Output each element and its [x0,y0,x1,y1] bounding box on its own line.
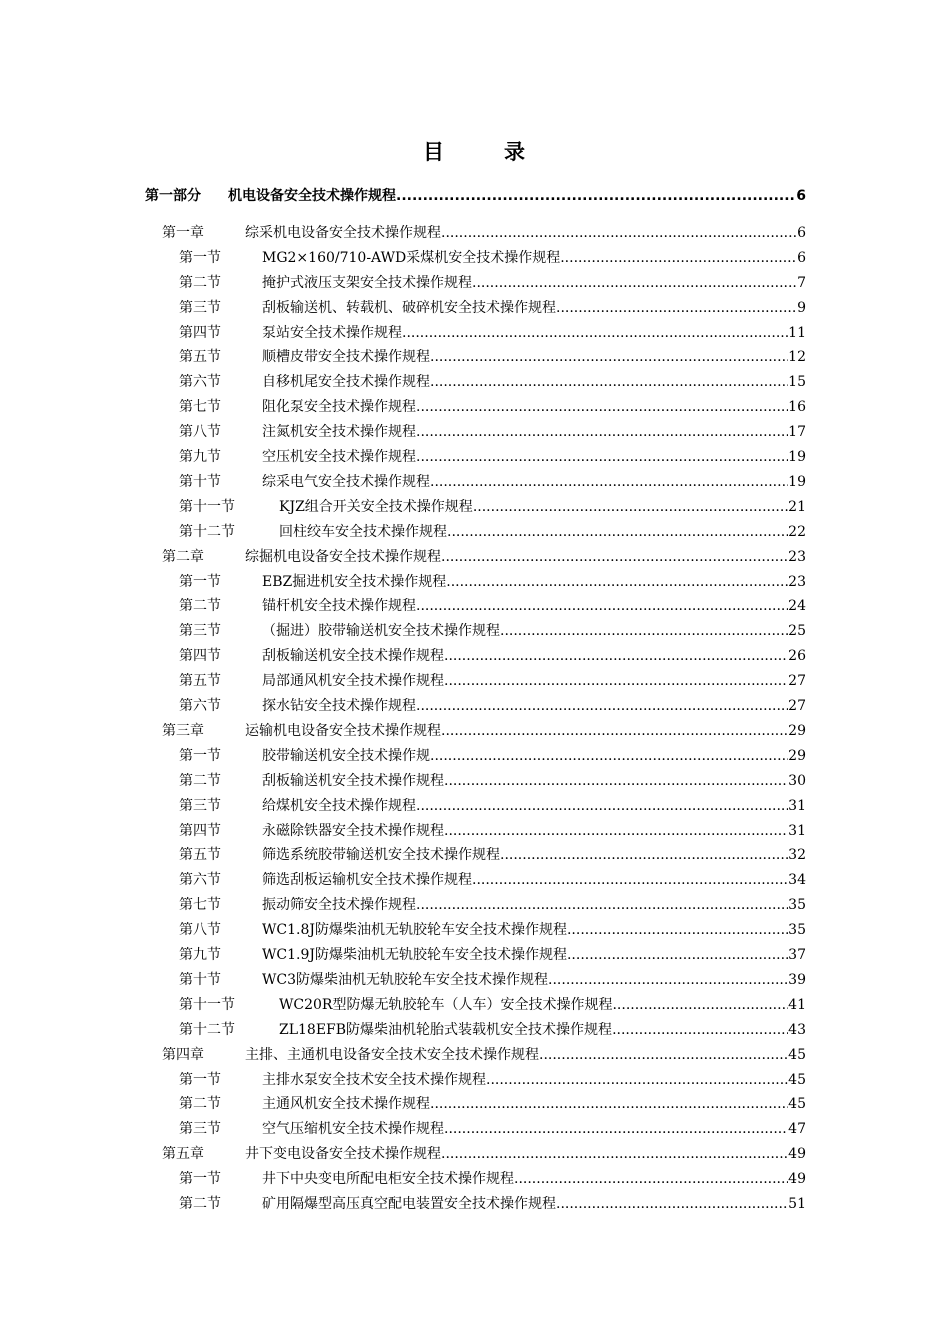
toc-entry-title: 主通风机安全技术操作规程 [262,1096,430,1113]
toc-entry-number: 第三节 [179,623,221,640]
toc-section-row[interactable] [0,1193,950,1215]
dot-leader [396,185,796,207]
toc-entry-number: 第二节 [179,598,221,615]
toc-entry-number: 第一节 [179,1071,221,1088]
toc-entry-page: 15 [788,374,806,391]
toc-section-row[interactable] [0,820,950,842]
toc-entry-number: 第六节 [179,872,221,889]
dot-leader [444,820,788,842]
toc-entry-title: 顺槽皮带安全技术操作规程 [262,349,430,366]
toc-section-row[interactable] [0,521,950,543]
toc-entry-number: 第十节 [179,971,221,988]
toc-section-row[interactable] [0,371,950,393]
toc-section-row[interactable] [0,869,950,891]
toc-entry-number: 第九节 [179,449,221,465]
toc-section-row[interactable] [0,620,950,642]
toc-entry-page: 27 [788,698,806,714]
dot-leader [416,421,788,443]
dot-leader [441,222,797,244]
dot-leader [441,720,788,742]
toc-entry-number: 第十二节 [179,1021,235,1038]
toc-entry-number: 第二节 [179,274,221,291]
toc-entry-title: ZL18EFB防爆柴油机轮胎式装载机安全技术操作规程 [279,1021,613,1038]
toc-entry-number: 第五节 [179,847,221,864]
toc-entry-number: 第十一节 [179,996,235,1013]
toc-entry-number: 第四节 [179,648,221,665]
toc-entry-title: 井下中央变电所配电柜安全技术操作规程 [262,1171,514,1188]
toc-part-row[interactable] [0,185,950,207]
toc-entry-page: 39 [788,971,806,988]
toc-entry-page: 7 [797,274,806,291]
toc-entry-number: 第七节 [179,897,221,914]
dot-leader [473,496,788,518]
toc-section-row[interactable] [0,944,950,966]
toc-entry-page: 22 [788,523,806,540]
toc-section-row[interactable] [0,272,950,294]
toc-section-row[interactable] [0,247,950,269]
toc-entry-page: 45 [788,1071,806,1088]
dot-leader [416,446,788,468]
toc-section-row[interactable] [0,471,950,493]
toc-entry-page: 26 [788,648,806,665]
toc-entry-title: 综掘机电设备安全技术操作规程 [245,548,441,565]
toc-section-row[interactable] [0,969,950,991]
toc-entry-title: 回柱绞车安全技术操作规程 [279,523,447,540]
toc-entry-title: 筛选系统胶带输送机安全技术操作规程 [262,847,500,864]
toc-entry-number: 第四节 [179,822,221,839]
dot-leader [486,1069,788,1091]
toc-entry-title: 掩护式液压支架安全技术操作规程 [262,274,472,291]
toc-entry-page: 21 [788,498,806,515]
toc-entry-title: 刮板输送机安全技术操作规程 [262,772,444,789]
toc-entry-number: 第四章 [162,1046,204,1063]
toc-entry-title: 矿用隔爆型高压真空配电装置安全技术操作规程 [262,1196,556,1212]
toc-entry-number: 第九节 [179,947,221,963]
toc-entry-number: 第十一节 [179,498,235,515]
title-char-1: 目 [423,139,446,164]
toc-section-row[interactable] [0,571,950,593]
toc-entry-page: 51 [788,1196,806,1212]
toc-entry-title: 泵站安全技术操作规程 [262,324,402,341]
toc-entry-number: 第一节 [179,747,221,764]
toc-section-row[interactable] [0,745,950,767]
dot-leader [612,994,788,1016]
toc-entry-page: 23 [788,548,806,565]
dot-leader [548,969,788,991]
toc-entry-title: 永磁除铁器安全技术操作规程 [262,822,444,839]
toc-entry-page: 17 [788,424,806,441]
toc-entry-title: 空气压缩机安全技术操作规程 [262,1121,444,1138]
toc-section-row[interactable] [0,844,950,866]
toc-entry-title: KJZ组合开关安全技术操作规程 [279,498,473,515]
dot-leader [472,869,788,891]
toc-entry-title: 主排水泵安全技术安全技术操作规程 [262,1071,486,1088]
toc-entry-page: 6 [796,188,806,204]
dot-leader [444,670,788,692]
dot-leader [402,322,788,344]
toc-chapter-row[interactable] [0,546,950,568]
toc-entry-title: 空压机安全技术操作规程 [262,449,416,465]
toc-entry-number: 第三节 [179,299,221,316]
dot-leader [472,272,797,294]
toc-entry-page: 31 [788,797,806,814]
toc-entry-title: WC1.8J防爆柴油机无轨胶轮车安全技术操作规程 [262,922,567,939]
toc-section-row[interactable] [0,1118,950,1140]
dot-leader [567,919,788,941]
dot-leader [430,371,788,393]
toc-entry-number: 第七节 [179,399,221,416]
toc-entry-number: 第二章 [162,548,204,565]
toc-entry-title: 刮板输送机安全技术操作规程 [262,648,444,665]
toc-entry-title: WC1.9J防爆柴油机无轨胶轮车安全技术操作规程 [262,947,567,963]
dot-leader [441,1143,788,1165]
toc-entry-title: 运输机电设备安全技术操作规程 [245,722,441,739]
toc-entry-page: 37 [788,947,806,963]
toc-entry-page: 19 [788,449,806,465]
toc-entry-number: 第十二节 [179,523,235,540]
toc-entry-page: 49 [788,1146,806,1163]
toc-section-row[interactable] [0,645,950,667]
toc-entry-number: 第一部分 [145,188,201,204]
dot-leader [447,521,788,543]
toc-entry-title: 机电设备安全技术操作规程 [228,188,396,204]
dot-leader [430,471,788,493]
title-char-2: 录 [504,139,527,164]
toc-entry-title: 刮板输送机、转载机、破碎机安全技术操作规程 [262,299,556,316]
toc-entry-page: 35 [788,922,806,939]
toc-entry-title: 探水钻安全技术操作规程 [262,698,416,714]
toc-entry-page: 47 [788,1121,806,1138]
toc-section-row[interactable] [0,770,950,792]
toc-entry-number: 第四节 [179,324,221,341]
toc-section-row[interactable] [0,919,950,941]
toc-section-row[interactable] [0,994,950,1016]
toc-entry-title: 自移机尾安全技术操作规程 [262,374,430,391]
toc-entry-page: 41 [788,996,806,1013]
toc-entry-page: 6 [797,249,806,266]
dot-leader [500,844,788,866]
dot-leader [416,795,788,817]
toc-entry-number: 第一章 [162,224,204,241]
toc-section-row[interactable] [0,894,950,916]
toc-entry-title: 胶带输送机安全技术操作规 [262,747,430,764]
dot-leader [539,1044,788,1066]
toc-entry-title: WC3防爆柴油机无轨胶轮车安全技术操作规程 [262,971,549,988]
toc-entry-title: 局部通风机安全技术操作规程 [262,673,444,690]
toc-entry-page: 49 [788,1171,806,1188]
toc-entry-title: 综采电气安全技术操作规程 [262,473,430,490]
toc-entry-page: 45 [788,1096,806,1113]
dot-leader [567,944,788,966]
toc-section-row[interactable] [0,595,950,617]
dot-leader [416,695,788,717]
toc-entry-number: 第十节 [179,473,221,490]
toc-entry-title: 给煤机安全技术操作规程 [262,797,416,814]
toc-section-row[interactable] [0,795,950,817]
toc-entry-page: 35 [788,897,806,914]
page-title [0,136,950,166]
dot-leader [430,745,788,767]
toc-chapter-row[interactable] [0,1143,950,1165]
toc-entry-page: 25 [788,623,806,640]
dot-leader [612,1019,788,1041]
toc-entry-number: 第六节 [179,698,221,714]
toc-entry-page: 19 [788,473,806,490]
toc-entry-page: 9 [797,299,806,316]
toc-entry-title: 综采机电设备安全技术操作规程 [245,224,441,241]
dot-leader [556,1193,788,1215]
dot-leader [556,297,797,319]
dot-leader [444,645,788,667]
toc-entry-page: 31 [788,822,806,839]
toc-entry-number: 第二节 [179,1196,221,1212]
dot-leader [416,595,788,617]
toc-entry-page: 24 [788,598,806,615]
toc-entry-number: 第三节 [179,1121,221,1138]
toc-entry-number: 第五节 [179,673,221,690]
toc-section-row[interactable] [0,1093,950,1115]
toc-entry-page: 12 [788,349,806,366]
dot-leader [430,1093,788,1115]
toc-entry-page: 32 [788,847,806,864]
toc-entry-page: 27 [788,673,806,690]
toc-section-row[interactable] [0,297,950,319]
toc-entry-title: EBZ掘进机安全技术操作规程 [262,573,447,590]
toc-entry-number: 第二节 [179,1096,221,1113]
toc-entry-page: 23 [788,573,806,590]
dot-leader [416,894,788,916]
toc-section-row[interactable] [0,322,950,344]
toc-section-row[interactable] [0,346,950,368]
dot-leader [430,346,788,368]
toc-entry-title: 井下变电设备安全技术操作规程 [245,1146,441,1163]
toc-entry-title: MG2×160/710-AWD采煤机安全技术操作规程 [262,249,561,266]
toc-section-row[interactable] [0,1019,950,1041]
toc-entry-number: 第六节 [179,374,221,391]
dot-leader [444,770,788,792]
toc-entry-page: 30 [788,772,806,789]
dot-leader [416,396,788,418]
dot-leader [444,1118,788,1140]
toc-entry-title: WC20R型防爆无轨胶轮车（人车）安全技术操作规程 [279,996,613,1013]
toc-section-row[interactable] [0,496,950,518]
toc-entry-page: 11 [788,324,806,341]
toc-entry-title: 主排、主通机电设备安全技术安全技术操作规程 [245,1046,539,1063]
toc-section-row[interactable] [0,695,950,717]
toc-entry-title: 阻化泵安全技术操作规程 [262,399,416,416]
toc-chapter-row[interactable] [0,1044,950,1066]
toc-entry-page: 29 [788,722,806,739]
toc-entry-title: 振动筛安全技术操作规程 [262,897,416,914]
toc-entry-page: 6 [797,224,806,241]
toc-section-row[interactable] [0,1069,950,1091]
dot-leader [446,571,788,593]
dot-leader [500,620,788,642]
toc-entry-number: 第八节 [179,922,221,939]
dot-leader [560,247,797,269]
toc-entry-number: 第二节 [179,772,221,789]
dot-leader [514,1168,788,1190]
toc-entry-page: 43 [788,1021,806,1038]
toc-entry-number: 第八节 [179,424,221,441]
toc-chapter-row[interactable] [0,222,950,244]
toc-section-row[interactable] [0,670,950,692]
toc-entry-number: 第五章 [162,1146,204,1163]
toc-entry-page: 16 [788,399,806,416]
toc-entry-number: 第五节 [179,349,221,366]
toc-entry-number: 第一节 [179,573,221,590]
toc-chapter-row[interactable] [0,720,950,742]
toc-entry-number: 第一节 [179,1171,221,1188]
toc-entry-page: 34 [788,872,806,889]
toc-section-row[interactable] [0,446,950,468]
toc-entry-title: 筛选刮板运输机安全技术操作规程 [262,872,472,889]
toc-entry-title: （掘进）胶带输送机安全技术操作规程 [262,623,500,640]
toc-entry-title: 注氮机安全技术操作规程 [262,424,416,441]
toc-entry-number: 第三节 [179,797,221,814]
toc-section-row[interactable] [0,421,950,443]
toc-entry-number: 第一节 [179,249,221,266]
dot-leader [441,546,788,568]
toc-entry-title: 锚杆机安全技术操作规程 [262,598,416,615]
toc-entry-number: 第三章 [162,722,204,739]
toc-entry-page: 29 [788,747,806,764]
toc-section-row[interactable] [0,396,950,418]
toc-section-row[interactable] [0,1168,950,1190]
toc-entry-page: 45 [788,1046,806,1063]
